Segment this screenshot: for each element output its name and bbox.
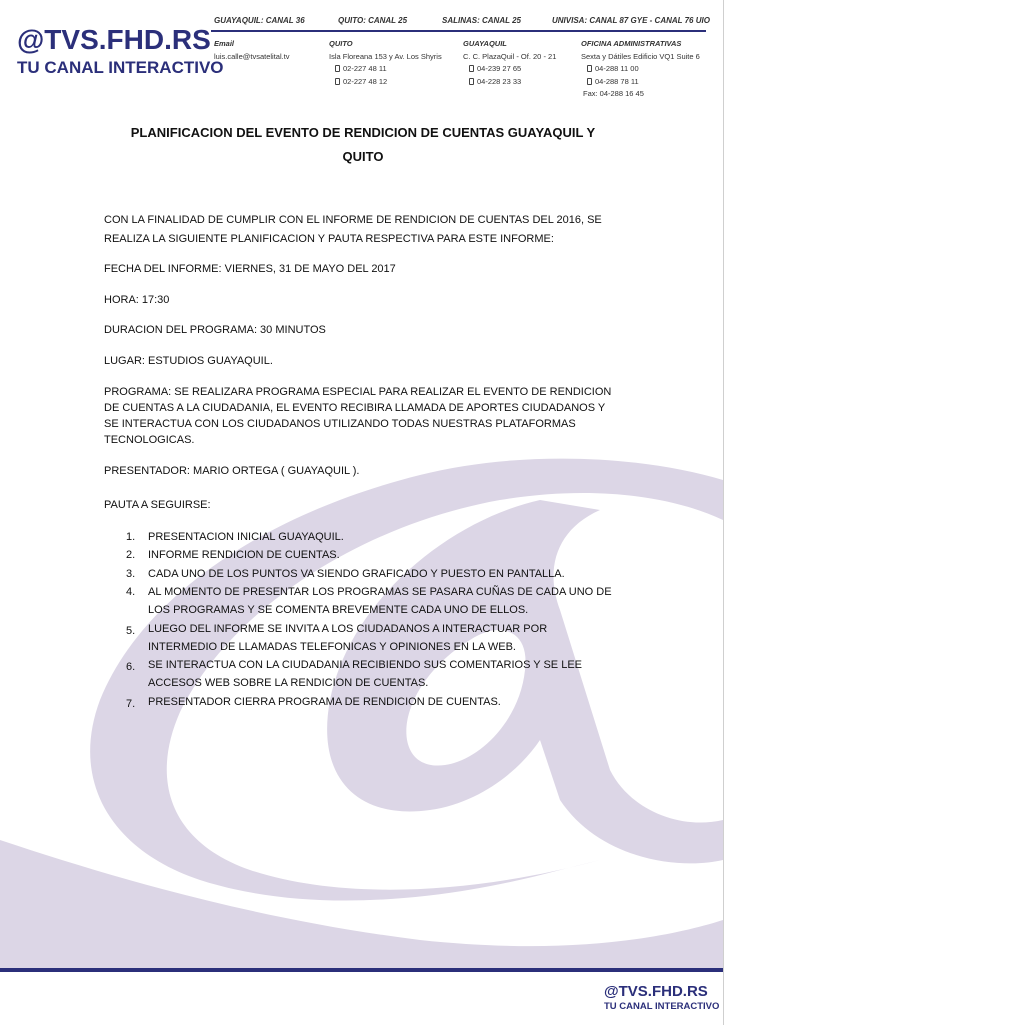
intro-line-1: CON LA FINALIDAD DE CUMPLIR CON EL INFORME DE RENDICION DE CUENTAS DEL 2016, SE	[104, 214, 602, 226]
phone-icon	[587, 78, 592, 85]
guayaquil-phone-2: 04-228 23 33	[477, 76, 522, 86]
intro-paragraph	[104, 211, 624, 249]
programa-line-4: TECNOLOGICAS.	[104, 434, 195, 446]
lugar-line: LUGAR: ESTUDIOS GUAYAQUIL.	[104, 355, 273, 367]
list-item-text: AL MOMENTO DE PRESENTAR LOS PROGRAMAS SE PASARA CUÑAS DE CADA UNO DE	[148, 586, 612, 598]
contact-oficina	[581, 38, 700, 101]
list-item-text: CADA UNO DE LOS PUNTOS VA SIENDO GRAFICADO Y PUESTO EN PANTALLA.	[148, 568, 565, 580]
email-title: Email	[214, 39, 235, 48]
guayaquil-title: GUAYAQUIL	[463, 39, 507, 48]
list-item-text: LOS PROGRAMAS Y SE COMENTA BREVEMENTE CADA UNO DE ELLOS.	[148, 604, 529, 616]
list-item-number: 4.	[126, 586, 136, 598]
list-item-number: 2.	[126, 549, 136, 561]
list-item-number: 5.	[126, 625, 136, 637]
list-item-text: PRESENTACION INICIAL GUAYAQUIL.	[148, 531, 344, 543]
oficina-phone-1: 04-288 11 00	[595, 64, 639, 73]
oficina-address: Sexta y Dátiles Edificio VQ1 Suite 6	[581, 51, 700, 61]
footer-rule	[0, 968, 723, 972]
footer-logo-tagline: TU CANAL INTERACTIVO	[604, 1001, 720, 1012]
list-item-number: 6.	[126, 661, 136, 673]
contact-guayaquil	[463, 38, 556, 88]
quito-phone-1: 02-227 48 11	[343, 64, 387, 73]
list-item-text: INFORME RENDICION DE CUENTAS.	[148, 549, 340, 561]
channel-salinas: SALINAS: CANAL 25	[442, 16, 521, 25]
phone-icon	[587, 65, 592, 72]
company-logo	[17, 24, 224, 78]
email-link[interactable]: luis.calle@tvsatelital.tv	[214, 51, 290, 61]
quito-title: QUITO	[329, 39, 353, 48]
phone-icon	[335, 65, 340, 72]
channel-guayaquil: GUAYAQUIL: CANAL 36	[214, 16, 305, 25]
intro-line-2: REALIZA LA SIGUIENTE PLANIFICACION Y PAUTA RESPECTIVA PARA ESTE INFORME:	[104, 233, 554, 245]
footer-logo	[604, 983, 719, 1012]
duracion-line: DURACION DEL PROGRAMA: 30 MINUTOS	[104, 324, 326, 336]
list-item-text: LUEGO DEL INFORME SE INVITA A LOS CIUDADANOS A INTERACTUAR POR	[148, 623, 548, 635]
pauta-heading: PAUTA A SEGUIRSE:	[104, 499, 211, 511]
programa-line-2: DE CUENTAS A LA CIUDADANIA, EL EVENTO RECIBIRA LLAMADA DE APORTES CIUDADANOS Y	[104, 402, 606, 414]
oficina-title: OFICINA ADMINISTRATIVAS	[581, 39, 682, 48]
header-rule	[211, 30, 706, 32]
logo-tagline: TU CANAL INTERACTIVO	[17, 58, 224, 77]
list-item-text: ACCESOS WEB SOBRE LA RENDICION DE CUENTAS.	[148, 677, 429, 689]
oficina-fax: Fax: 04-288 16 45	[583, 89, 644, 98]
oficina-phone-2: 04-288 78 11	[595, 76, 639, 86]
contact-quito	[329, 38, 442, 88]
hora-line: HORA: 17:30	[104, 294, 170, 306]
guayaquil-phone-1: 04-239 27 65	[477, 64, 522, 73]
quito-phone-2: 02-227 48 12	[343, 76, 388, 86]
fecha-line: FECHA DEL INFORME: VIERNES, 31 DE MAYO DEL 2017	[104, 263, 396, 275]
document-title	[90, 121, 636, 169]
programa-paragraph	[104, 384, 624, 448]
list-item-text: INTERMEDIO DE LLAMADAS TELEFONICAS Y OPINIONES EN LA WEB.	[148, 641, 516, 653]
contact-email	[214, 38, 290, 63]
channel-univisa: UNIVISA: CANAL 87 GYE - CANAL 76 UIO	[552, 16, 710, 25]
logo-brand: @TVS.FHD.RS	[17, 24, 211, 55]
phone-icon	[335, 78, 340, 85]
programa-line-1: PROGRAMA: SE REALIZARA PROGRAMA ESPECIAL PARA REALIZAR EL EVENTO DE RENDICION	[104, 386, 612, 398]
list-item-number: 1.	[126, 531, 136, 543]
phone-icon	[469, 78, 474, 85]
phone-icon	[469, 65, 474, 72]
programa-line-3: SE INTERACTUA CON LOS CIUDADANOS UTILIZANDO TODAS NUESTRAS PLATAFORMAS	[104, 418, 576, 430]
title-line-2: QUITO	[342, 149, 384, 164]
presentador-line: PRESENTADOR: MARIO ORTEGA ( GUAYAQUIL ).	[104, 465, 360, 477]
footer-logo-brand: @TVS.FHD.RS	[604, 983, 708, 1000]
list-item-text: SE INTERACTUA CON LA CIUDADANIA RECIBIENDO SUS COMENTARIOS Y SE LEE	[148, 659, 582, 671]
channel-quito: QUITO: CANAL 25	[338, 16, 408, 25]
list-item-number: 7.	[126, 698, 136, 710]
guayaquil-address: C. C. PlazaQuil - Of. 20 - 21	[463, 51, 557, 61]
quito-address: Isla Floreana 153 y Av. Los Shyris	[329, 51, 442, 61]
list-item-text: PRESENTADOR CIERRA PROGRAMA DE RENDICION DE CUENTAS.	[148, 696, 501, 708]
title-line-1: PLANIFICACION DEL EVENTO DE RENDICION DE CUENTAS GUAYAQUIL Y	[130, 125, 596, 140]
list-item-number: 3.	[126, 568, 136, 580]
